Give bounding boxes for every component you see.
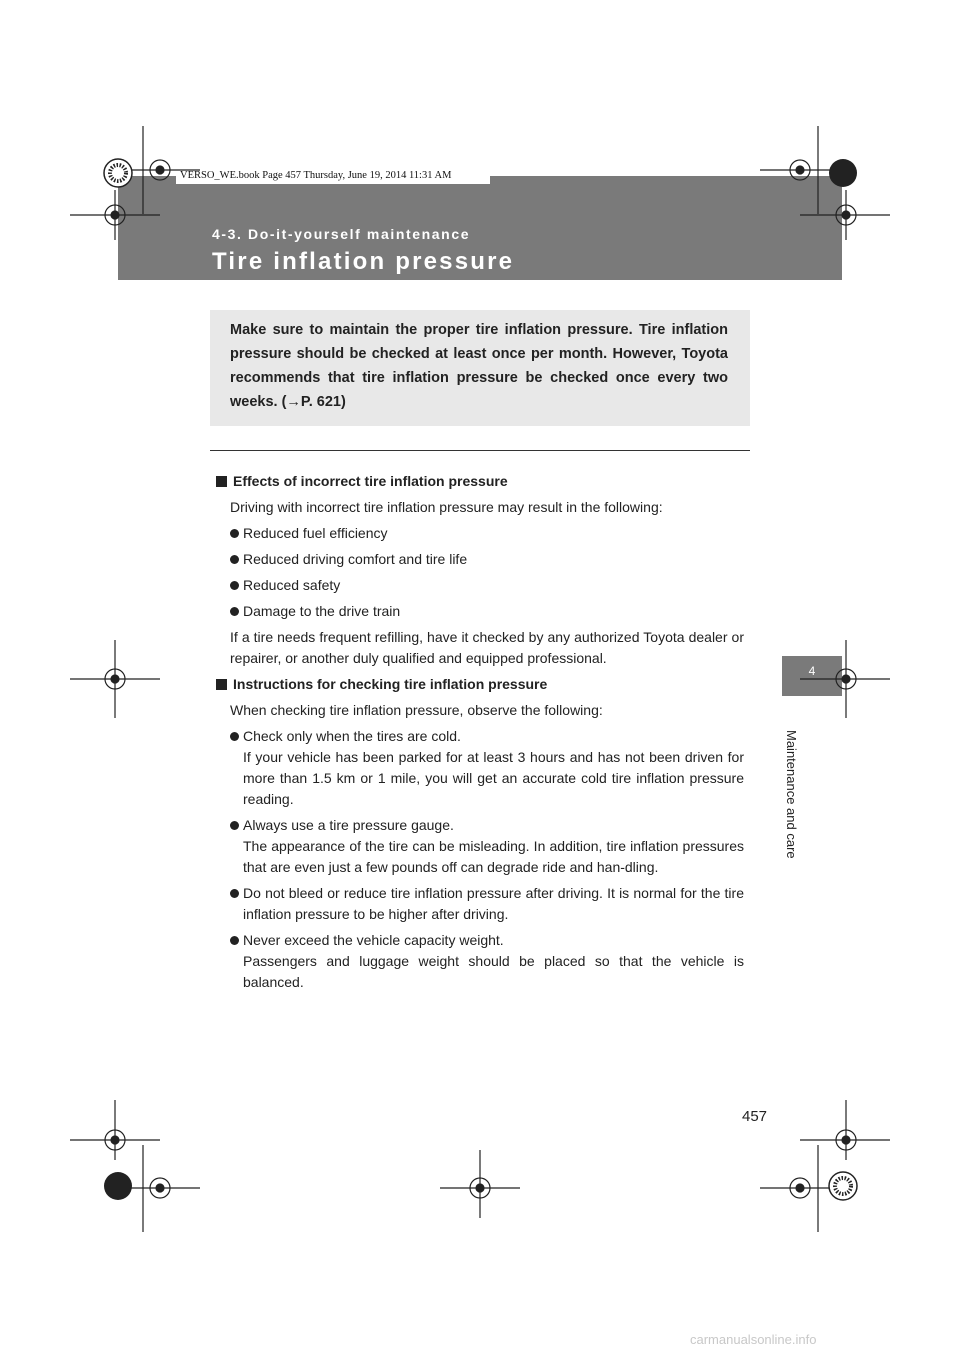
- page-title: Tire inflation pressure: [212, 248, 515, 275]
- section-heading-instructions: Instructions for checking tire inflation pressure: [214, 674, 744, 695]
- list-item: Reduced safety: [230, 575, 744, 596]
- chapter-number: 4: [808, 664, 816, 678]
- chapter-title: Maintenance and care: [784, 730, 799, 859]
- section-lead: Driving with incorrect tire inflation pressure may result in the following:: [230, 499, 663, 515]
- list-item: Check only when the tires are cold. If your vehicle has been parked for at least 3 hours and has not been driven for more than 1.5 km or 1 mile, you will get an accurate cold tire inflation pressure reading.: [230, 726, 744, 810]
- list-item: Damage to the drive train: [230, 601, 744, 622]
- list-item: Reduced fuel efficiency: [230, 523, 744, 544]
- page-number: 457: [742, 1108, 768, 1125]
- book-stamp: VERSO_WE.book Page 457 Thursday, June 19, 2014 11:31 AM: [176, 168, 490, 184]
- watermark: carmanualsonline.info: [690, 1332, 817, 1347]
- intro-text: Make sure to maintain the proper tire inflation pressure. Tire inflation pressure should be checked at least once per month. However, Toyota recommends that tire inflation pressure be checked once every two weeks. (→P. 621): [230, 322, 728, 410]
- section-note: If a tire needs frequent refilling, have it checked by any authorized Toyota dealer or repairer, or another duly qualified and equipped professional.: [230, 629, 744, 666]
- list-item: Do not bleed or reduce tire inflation pressure after driving. It is normal for the tire inflation pressure to be higher after driving.: [230, 883, 744, 925]
- section-heading-effects: Effects of incorrect tire inflation pressure: [214, 471, 744, 492]
- section-lead: When checking tire inflation pressure, observe the following:: [230, 702, 603, 718]
- list-item: Never exceed the vehicle capacity weight. Passengers and luggage weight should be placed so that the vehicle is balanced.: [230, 930, 744, 993]
- list-item: Always use a tire pressure gauge. The appearance of the tire can be misleading. In addition, tire inflation pressures that are even just a few pounds off can degrade ride and han-dling.: [230, 815, 744, 878]
- list-item: Reduced driving comfort and tire life: [230, 549, 744, 570]
- section-label: 4-3. Do-it-yourself maintenance: [212, 226, 471, 242]
